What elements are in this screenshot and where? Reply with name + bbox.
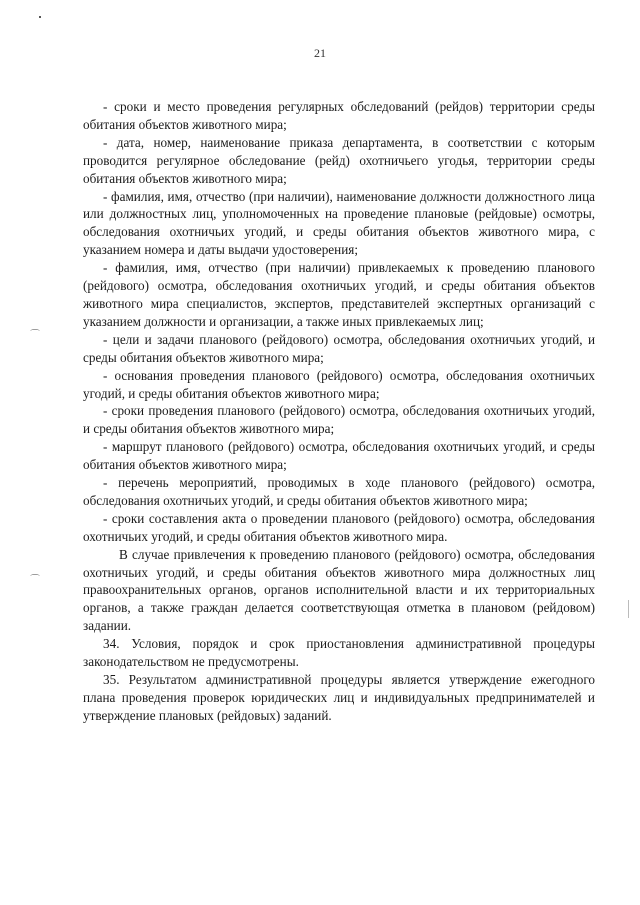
list-item-involved-specialists: - фамилия, имя, отчество (при наличии) привлекаемых к проведению планового (рейдового) осмотра, обследования охотничьих угодий, и среды обитания объектов животного мира специалистов, экспертов, представителей экспертных организаций с указанием должности и организации, а также иных привлекаемых лиц; (83, 260, 595, 329)
list-item-goals: - цели и задачи планового (рейдового) осмотра, обследования охотничьих угодий, и среды обитания объектов животного мира; (83, 331, 595, 365)
paragraph-involvement-note: В случае привлечения к проведению планового (рейдового) осмотра, обследования охотничьих угодий, и среды обитания объектов животного мира должностных лиц правоохранительных органов, органов исполнительной власти и их территориальных органов, а также граждан делается соответствующая отметка в плановом (рейдовом) задании. (83, 546, 595, 634)
list-item-activities: - перечень мероприятий, проводимых в ходе планового (рейдового) осмотра, обследования охотничьих угодий, и среды обитания объектов животного мира; (83, 475, 595, 508)
hole-punch-mark-bottom: ⌒ (30, 575, 40, 586)
list-item-order-details: - дата, номер, наименование приказа департамента, в соответствии с которым проводится регулярное обследование (рейд) охотничьего угодья, территории среды обитания объектов животного мира; (83, 134, 595, 186)
list-item-grounds: - основания проведения планового (рейдового) осмотра, обследования охотничьих угодий, и среды обитания объектов животного мира; (83, 367, 595, 401)
clause-34: 34. Условия, порядок и срок приостановления административной процедуры законодательством не предусмотрены. (83, 636, 595, 670)
list-item-survey-dates: - сроки и место проведения регулярных обследований (рейдов) территории среды обитания объектов животного мира; (83, 99, 595, 132)
edge-mark (628, 600, 629, 618)
document-body (83, 98, 595, 725)
page-number: 21 (314, 46, 326, 60)
list-item-official-names: - фамилия, имя, отчество (при наличии), наименование должности должностного лица или должностных лиц, уполномоченных на проведение плановые (рейдовые) осмотры, обследования охотничьих угодий, и среды обитания объектов животного мира, с указанием номера и даты выдачи удостоверения; (83, 188, 595, 258)
list-item-terms: - сроки проведения планового (рейдового) осмотра, обследования охотничьих угодий, и среды обитания объектов животного мира; (83, 403, 595, 437)
list-item-route: - маршрут планового (рейдового) осмотра, обследования охотничьих угодий, и среды обитания объектов животного мира; (83, 439, 595, 473)
hole-punch-mark-top: ⌒ (30, 330, 40, 341)
list-item-act-deadline: - сроки составления акта о проведении планового (рейдового) осмотра, обследования охотничьих угодий, и среды обитания объектов животного мира. (83, 510, 595, 544)
scan-dot (39, 16, 41, 18)
clause-35: 35. Результатом административной процедуры является утверждение ежегодного плана проведения проверок юридических лиц и индивидуальных предпринимателей и утверждение плановых (рейдовых) заданий. (83, 672, 595, 723)
